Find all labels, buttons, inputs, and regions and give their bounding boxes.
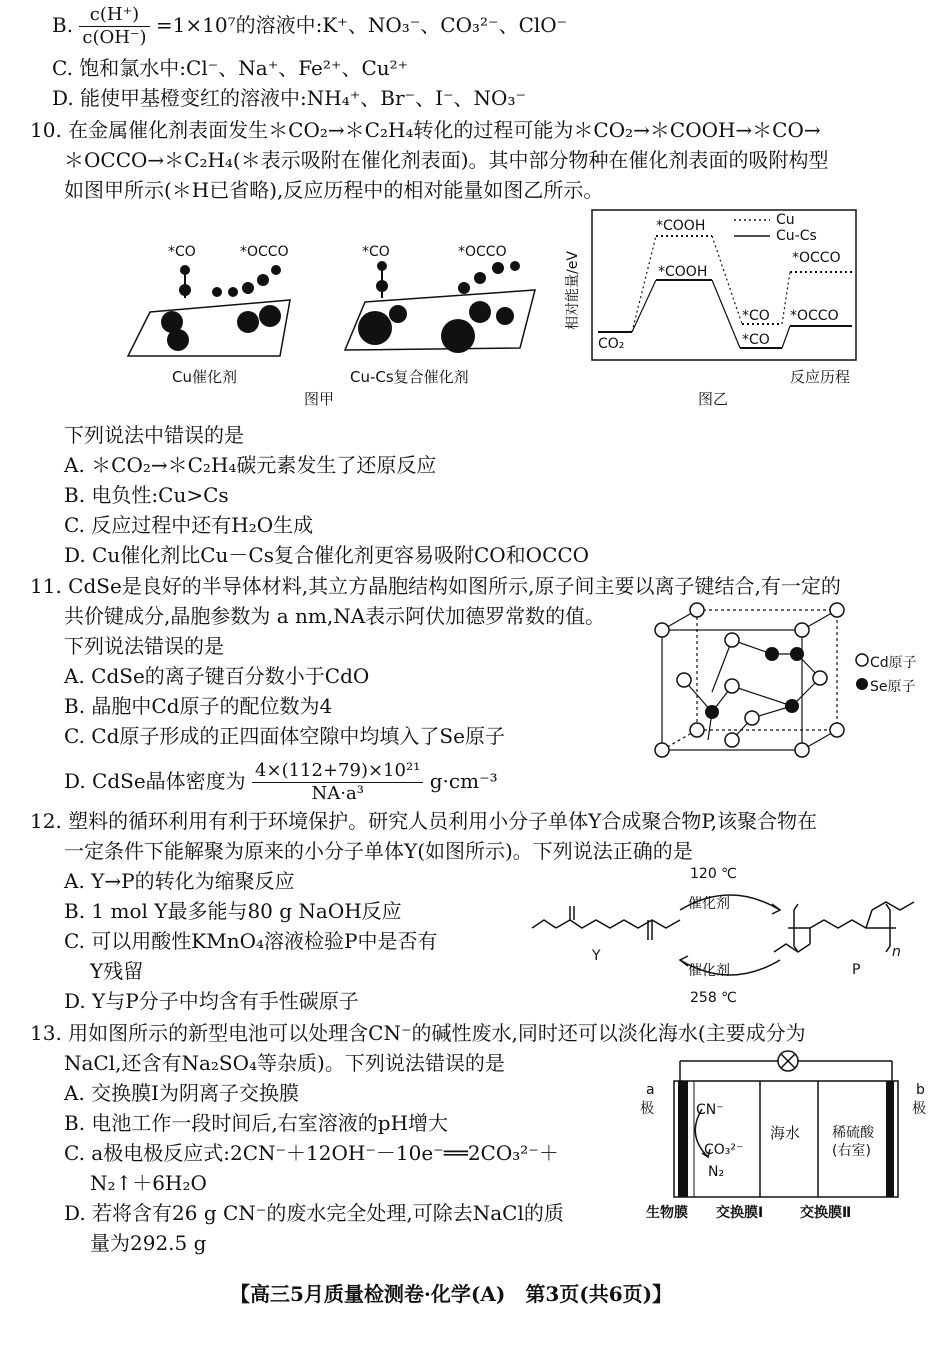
forward-arrowhead [772,904,780,914]
acid-label: 稀硫酸 [832,1125,874,1141]
cucs-occo-label: *OCCO [458,244,507,260]
cd-atom [795,623,809,637]
q10-stem-line2: ＊OCCO→＊C₂H₄(＊表示吸附在催化剂表面)。其中部分物种在催化剂表面的吸附构型 [64,148,829,172]
figure-jia-caption: 图甲 [304,390,335,408]
cd-atom [655,623,669,637]
q12-option-d: D. Y与P分子中均含有手性碳原子 [64,989,359,1013]
n2-label: N₂ [708,1164,725,1180]
cd-atom [795,743,809,757]
cu-co-label: *CO [168,244,196,260]
cucs-path [712,280,740,348]
cucs-surface-atom [441,319,475,353]
p-backbone [788,920,896,928]
q12-stem-line2: 一定条件下能解聚为原来的小分子单体Y(如图所示)。下列说法正确的是 [64,839,693,863]
a-pole-letter: a [646,1082,655,1098]
cu-co-level-label: *CO [742,308,770,324]
q10-stem-line3: 如图甲所示(＊H已省略),反应历程中的相对能量如图乙所示。 [64,178,604,202]
b-pole-char: 极 [912,1101,926,1117]
se-atom [790,647,804,661]
cu-occo-label: *OCCO [240,244,289,260]
cn-label: CN⁻ [696,1102,724,1118]
cu-occo-atom [257,274,269,286]
q10-question: 下列说法中错误的是 [64,423,244,447]
q9-option-b: B. $\frac{c(H^+)}{c(OH^-)}$ =1×10⁷的溶液中:K⁺、NO₃⁻、CO₃²⁻、ClO⁻ [52,4,568,48]
p-ester-group [774,944,810,952]
q11-option-d: D. CdSe晶体密度为 $\frac{\text{4×(112+79)×10²¹}}{\text{NA·a³}}$ g·cm⁻³ [64,760,498,804]
q11-question: 下列说法错误的是 [64,634,224,658]
q10-option-d: D. Cu催化剂比Cu－Cs复合催化剂更容易吸附CO和OCCO [64,543,590,567]
cucs-co-label: *CO [362,244,390,260]
q13-stem-line1: 13. 用如图所示的新型电池可以处理含CN⁻的碱性废水,同时还可以淡化海水(主要成分为 [30,1021,806,1045]
cucs-surface-atom [358,311,392,345]
cucs-co-c-atom [376,280,388,292]
cdse-unit-cell [652,600,852,760]
cucs-occo-atom [458,282,470,294]
cd-atom [725,633,739,647]
cu-surface-atom [259,305,281,327]
q12-option-b: B. 1 mol Y最多能与80 g NaOH反应 [64,899,402,923]
reverse-arrowhead [680,956,688,966]
q12-stem-line1: 12. 塑料的循环利用有利于环境保护。研究人员利用小分子单体Y合成聚合物P,该聚合物在 [30,809,818,833]
cd-atom [655,743,669,757]
label-n: n [892,944,901,960]
legend-cucs-label: Cu-Cs [776,228,817,244]
q9-option-d: D. 能使甲基橙变红的溶液中:NH₄⁺、Br⁻、I⁻、NO₃⁻ [52,86,527,110]
label-p: P [852,962,861,978]
q11-option-b: B. 晶胞中Cd原子的配位数为4 [64,694,333,718]
cd-atom [677,673,691,687]
cucs-surface-atom [496,307,514,325]
reverse-catalyst: 催化剂 [688,963,730,979]
q13-stem-line2: NaCl,还含有Na₂SO₄等杂质)。下列说法错误的是 [64,1051,505,1075]
cd-atom [725,679,739,693]
bond [732,686,792,706]
cd-atom [745,711,759,725]
cu-co-o-atom [180,265,190,275]
cu-path [632,236,656,332]
legend-cu-label: Cu [776,212,795,228]
cd-atom [690,603,704,617]
y-backbone [556,920,680,928]
se-atom [765,647,779,661]
cucs-catalyst-caption: Cu-Cs复合催化剂 [350,368,469,386]
reverse-temperature: 258 ℃ [690,990,737,1006]
cucs-co-o-atom [377,261,387,271]
cu-path [782,272,790,324]
bio-membrane-label: 生物膜 [646,1205,688,1221]
cd-atom [830,603,844,617]
cu-surface-atom [237,311,259,333]
membrane-2-label: 交换膜Ⅱ [800,1205,852,1221]
page-footer: 【高三5月质量检测卷·化学(A) 第3页(共6页)】 [230,1282,673,1306]
cucs-co-level-label: *CO [742,332,770,348]
cucs-surface-atom [389,305,407,323]
label-y: Y [592,948,601,964]
cd-atom [690,723,704,737]
q13-option-d: D. 若将含有26 g CN⁻的废水完全处理,可除去NaCl的质 [64,1201,564,1225]
cu-catalyst-caption: Cu催化剂 [172,368,237,386]
q9-fraction: $\frac{c(H^+)}{c(OH^-)}$ [79,4,149,49]
se-atom [705,705,719,719]
legend-se-marker [856,678,868,690]
q11-option-c: C. Cd原子形成的正四面体空隙中均填入了Se原子 [64,724,505,748]
cd-atom [725,733,739,747]
cu-path [712,236,742,324]
cu-cooh-label: *COOH [656,218,706,234]
cucs-cooh-label: *COOH [658,264,708,280]
forward-temperature: 120 ℃ [690,866,737,882]
q9-option-c: C. 饱和氯水中:Cl⁻、Na⁺、Fe²⁺、Cu²⁺ [52,56,409,80]
p-ester-group [872,902,914,910]
p-side-chain [866,910,872,928]
cd-atom [813,671,827,685]
b-pole-letter: b [916,1082,925,1098]
membrane-1-label: 交换膜Ⅰ [716,1205,764,1221]
q10-option-a: A. ＊CO₂→＊C₂H₄碳元素发生了还原反应 [64,453,437,477]
cu-surface-atom [167,329,189,351]
seawater-label: 海水 [770,1124,801,1142]
cucs-occo-level-label: *OCCO [790,308,839,324]
cucs-occo-atom [474,272,486,284]
cucs-occo-atom [510,261,520,271]
b-electrode [886,1081,894,1197]
cu-occo-atom [242,282,254,294]
co3-label: CO₃²⁻ [704,1142,744,1158]
q10-option-c: C. 反应过程中还有H₂O生成 [64,513,314,537]
right-chamber-label: (右室) [832,1143,871,1159]
y-chain [532,920,556,928]
cucs-surface-atom [469,301,491,323]
q13-option-c: C. a极电极反应式:2CN⁻＋12OH⁻－10e⁻══2CO₃²⁻＋ [64,1141,559,1165]
co2-label: CO₂ [598,336,625,352]
q13-option-a: A. 交换膜Ⅰ为阴离子交换膜 [64,1081,300,1105]
legend-se-label: Se原子 [870,679,916,695]
q13-option-c-cont: N₂↑＋6H₂O [90,1171,207,1195]
cu-occo-atom [271,265,281,275]
q11-stem-line1: 11. CdSe是良好的半导体材料,其立方晶胞结构如图所示,原子间主要以离子键结合,有一定的 [30,574,841,598]
figure-yi-caption: 图乙 [698,390,729,408]
cucs-path [782,326,790,348]
q13-option-d-cont: 量为292.5 g [90,1231,207,1255]
legend-cd-label: Cd原子 [870,655,917,671]
a-pole-char: 极 [640,1101,654,1117]
cucs-path [632,280,656,332]
q11-stem-line2: 共价键成分,晶胞参数为 a nm,NA表示阿伏加德罗常数的值。 [64,604,606,628]
polymer-conversion-diagram [530,880,940,990]
cd-atom [830,723,844,737]
cu-occo-atom [212,287,222,297]
q12-option-c-cont: Y残留 [90,959,144,983]
forward-catalyst: 催化剂 [688,896,730,912]
figure-yi-energy-diagram [590,208,860,363]
q13-option-b: B. 电池工作一段时间后,右室溶液的pH增大 [64,1111,449,1135]
q12-option-a: A. Y→P的转化为缩聚反应 [64,869,295,893]
cucs-occo-atom [492,262,504,274]
legend-cd-marker [856,654,868,666]
energy-axis-label: 相对能量/eV [565,251,581,330]
cu-occo-atom [228,287,238,297]
cu-occo-level-label: *OCCO [792,250,841,266]
q10-stem-line1: 10. 在金属催化剂表面发生＊CO₂→＊C₂H₄转化的过程可能为＊CO₂→＊COOH→＊CO→ [30,118,821,142]
cu-co-c-atom [179,284,191,296]
q11-option-a: A. CdSe的离子键百分数小于CdO [64,664,370,688]
q10-option-b: B. 电负性:Cu>Cs [64,483,229,507]
q11-density-fraction: $\frac{\text{4×(112+79)×10²¹}}{\text{NA·a³}}$ [252,760,423,805]
a-electrode [678,1081,688,1197]
se-atom [785,699,799,713]
reaction-path-label: 反应历程 [790,368,851,386]
q12-option-c: C. 可以用酸性KMnO₄溶液检验P中是否有 [64,929,438,953]
